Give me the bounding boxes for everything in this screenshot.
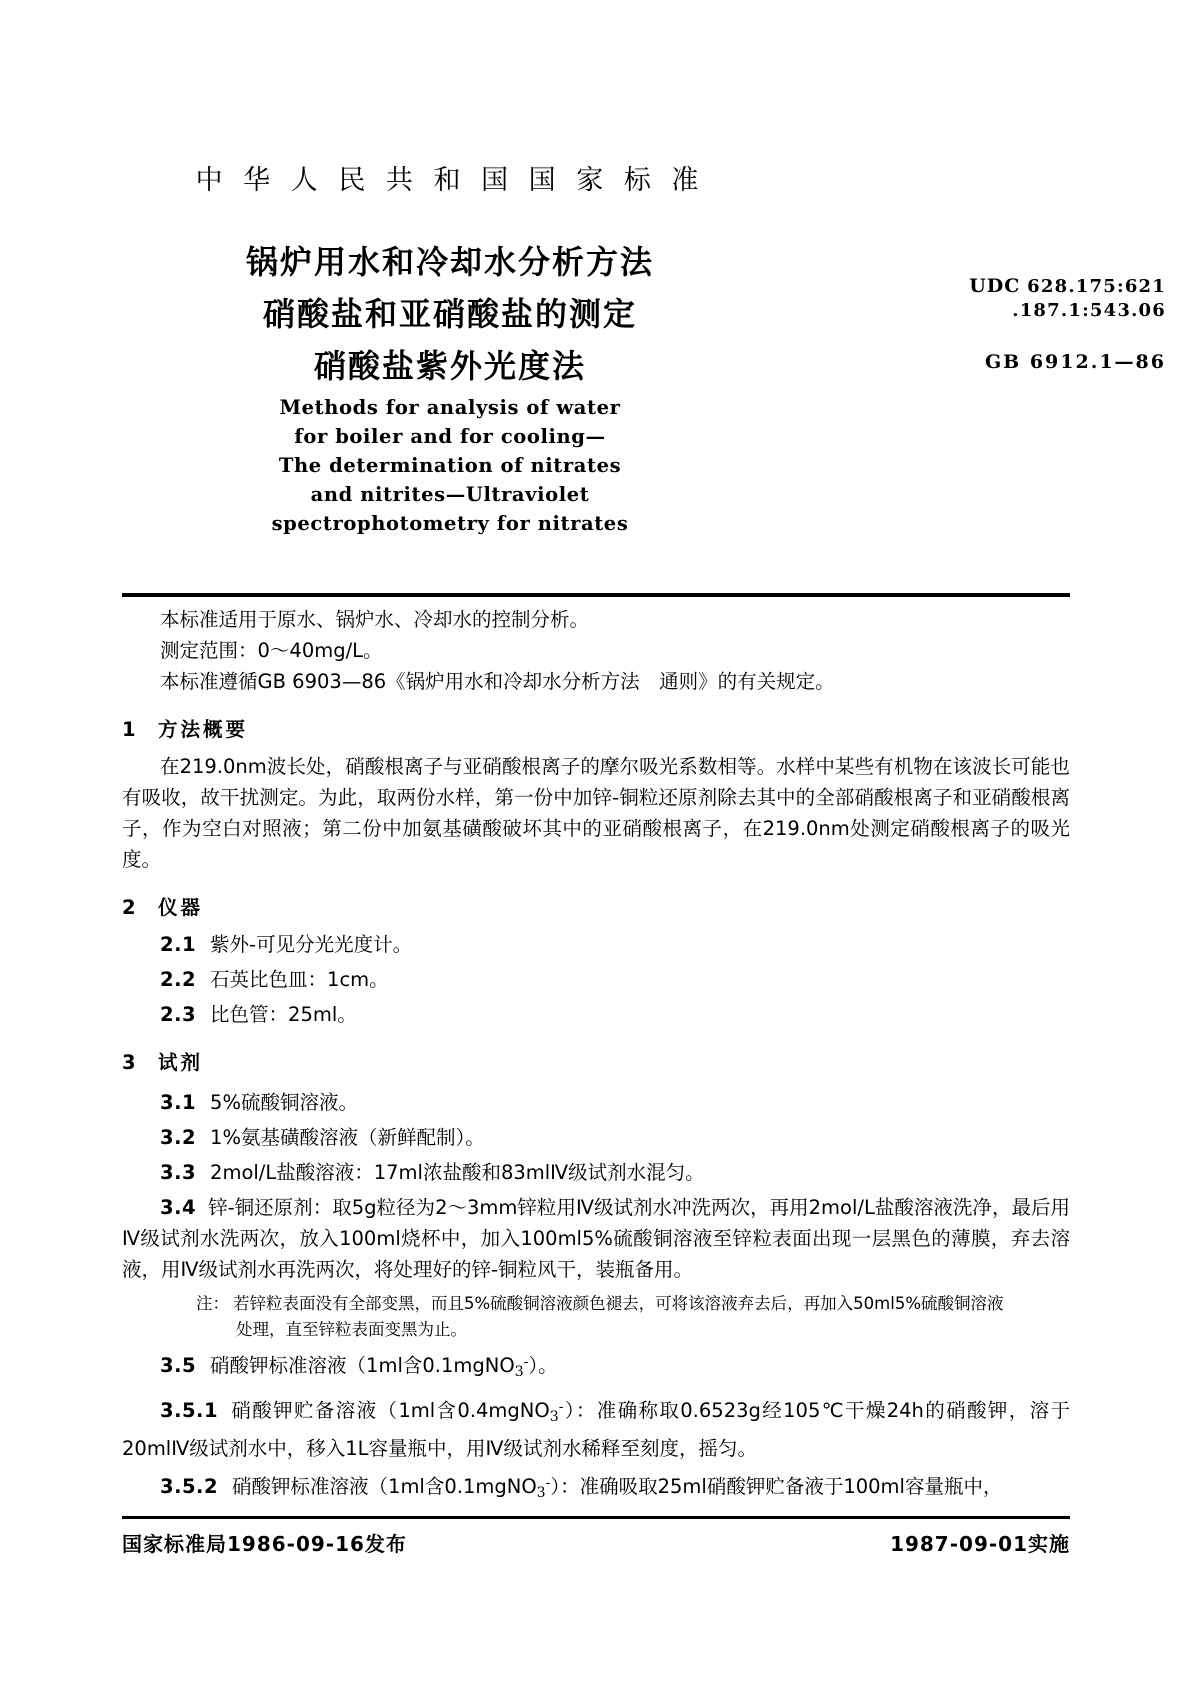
intro-line-1: 本标准适用于原水、锅炉水、冷却水的控制分析。 bbox=[160, 608, 590, 631]
intro-line-2: 测定范围：0～40mg/L。 bbox=[160, 639, 383, 662]
section-number-1: 1 bbox=[122, 718, 137, 741]
section-1-body: 在219.0nm波长处，硝酸根离子与亚硝酸根离子的摩尔吸光系数相等。水样中某些有机物在该波长可能也有吸收，故干扰测定。为此，取两份水样，第一份中加锌-铜粒还原剂除去其中的全部硝酸根离子和亚硝酸根离子，作为空白对照液；第二份中加氨基磺酸破坏其中的亚硝酸根离子，在219.0nm处测定硝酸根离子的吸光度。 bbox=[122, 755, 1070, 871]
udc-number-line-2: .187.1:543.06 bbox=[1012, 300, 1166, 321]
item-3-5-1-superscript: - bbox=[558, 1399, 564, 1416]
title-en-line-2: for boiler and for cooling— bbox=[294, 425, 606, 448]
section-3-4-note bbox=[122, 1291, 1070, 1343]
header-divider bbox=[122, 593, 1070, 597]
note-tag: 注： bbox=[196, 1294, 229, 1313]
item-number-3-5: 3.5 bbox=[160, 1353, 197, 1377]
gb-standard-number: GB 6912.1—86 bbox=[984, 351, 1166, 373]
item-3-5-superscript: - bbox=[523, 1354, 529, 1370]
item-number-3-2: 3.2 bbox=[160, 1126, 197, 1149]
document-title-cn bbox=[0, 238, 900, 394]
item-3-5 bbox=[122, 1347, 1070, 1388]
title-en-line-3: The determination of nitrates bbox=[278, 454, 622, 477]
section-heading-1 bbox=[122, 714, 1070, 745]
item-text-2-1: 紫外-可见分光光度计。 bbox=[210, 933, 413, 956]
item-number-3-5-2: 3.5.2 bbox=[160, 1475, 219, 1499]
item-number-3-4: 3.4 bbox=[160, 1196, 197, 1219]
item-text-3-1: 5%硫酸铜溶液。 bbox=[210, 1091, 358, 1114]
udc-number-line-1: 628.175:621 bbox=[1027, 276, 1166, 297]
footer-issue-date: 国家标准局1986-09-16发布 bbox=[122, 1532, 407, 1556]
section-number-2: 2 bbox=[122, 896, 137, 919]
title-line-1: 锅炉用水和冷却水分析方法 bbox=[245, 243, 654, 281]
item-text-3-4: 锌-铜还原剂：取5g粒径为2～3mm锌粒用Ⅳ级试剂水冲洗两次，再用2mol/L盐酸溶液洗净，最后用Ⅳ级试剂水洗两次，放入100ml烧杯中，加入100ml5%硫酸铜溶液至锌粒表面出现一层黑色的薄膜，弃去溶液，用Ⅳ级试剂水再洗两次，将处理好的锌-铜粒风干，装瓶备用。 bbox=[122, 1196, 1070, 1281]
item-number-2-3: 2.3 bbox=[160, 1003, 197, 1026]
national-standard-header: 中 华 人 民 共 和 国 国 家 标 准 bbox=[195, 165, 705, 196]
item-text-3-3: 2mol/L盐酸溶液：17ml浓盐酸和83mlⅣ级试剂水混匀。 bbox=[210, 1161, 705, 1184]
note-line-2: 处理，直至锌粒表面变黑为止。 bbox=[236, 1320, 467, 1339]
item-2-2 bbox=[122, 964, 1070, 995]
item-3-5-1 bbox=[122, 1392, 1070, 1464]
item-number-3-1: 3.1 bbox=[160, 1091, 197, 1114]
item-text-3-5-2-pre: 硝酸钾标准溶液（1ml含0.1mgNO bbox=[232, 1475, 537, 1499]
document-title-en bbox=[0, 393, 900, 538]
title-en-line-5: spectrophotometry for nitrates bbox=[271, 512, 629, 535]
item-text-3-5-pre: 硝酸钾标准溶液（1ml含0.1mgNO bbox=[210, 1353, 515, 1377]
item-number-2-1: 2.1 bbox=[160, 933, 197, 956]
title-en-line-4: and nitrites—Ultraviolet bbox=[310, 483, 590, 506]
item-number-3-3: 3.3 bbox=[160, 1161, 197, 1184]
title-line-3: 硝酸盐紫外光度法 bbox=[313, 347, 586, 385]
item-2-3 bbox=[122, 999, 1070, 1030]
section-name-2: 仪器 bbox=[158, 896, 204, 919]
item-text-3-2: 1%氨基磺酸溶液（新鲜配制）。 bbox=[210, 1126, 485, 1149]
document-footer bbox=[122, 1528, 1070, 1557]
title-en-line-1: Methods for analysis of water bbox=[279, 396, 621, 419]
item-number-3-5-1: 3.5.1 bbox=[160, 1398, 219, 1422]
udc-code bbox=[969, 274, 1166, 299]
footer-effective-date: 1987-09-01实施 bbox=[890, 1532, 1070, 1556]
item-text-2-3: 比色管：25ml。 bbox=[210, 1003, 357, 1026]
item-3-2 bbox=[122, 1122, 1070, 1153]
document-body bbox=[122, 604, 1070, 1509]
item-3-4 bbox=[122, 1192, 1070, 1285]
item-3-3 bbox=[122, 1157, 1070, 1188]
item-text-3-5-1-pre: 硝酸钾贮备溶液（1ml含0.4mgNO bbox=[230, 1398, 550, 1422]
section-number-3: 3 bbox=[122, 1051, 137, 1074]
section-heading-2 bbox=[122, 892, 1070, 923]
item-3-5-subscript: 3 bbox=[514, 1364, 524, 1381]
footer-divider bbox=[122, 1516, 1070, 1519]
item-text-3-5-2-post: ）：准确吸取25ml硝酸钾贮备液于100ml容量瓶中， bbox=[550, 1475, 1003, 1499]
item-3-1 bbox=[122, 1087, 1070, 1118]
section-name-3: 试剂 bbox=[158, 1051, 204, 1074]
item-3-5-1-subscript: 3 bbox=[549, 1409, 559, 1426]
item-3-5-2 bbox=[122, 1468, 1070, 1509]
item-text-3-5-1-post: ）：准确称取0.6523g经105℃干燥24h的硝酸钾，溶于20mlⅣ级试剂水中，移入1L容量瓶中，用Ⅳ级试剂水稀释至刻度，摇匀。 bbox=[122, 1398, 1070, 1461]
section-name-1: 方法概要 bbox=[158, 718, 249, 741]
item-3-5-2-subscript: 3 bbox=[536, 1485, 546, 1502]
intro-line-3: 本标准遵循GB 6903—86《锅炉用水和冷却水分析方法 通则》的有关规定。 bbox=[160, 670, 835, 693]
item-text-3-5-post: ）。 bbox=[528, 1353, 558, 1377]
section-heading-3 bbox=[122, 1047, 1070, 1078]
standard-codes bbox=[969, 274, 1166, 374]
title-line-2: 硝酸盐和亚硝酸盐的测定 bbox=[262, 295, 637, 333]
note-line-1: 若锌粒表面没有全部变黑，而且5%硫酸铜溶液颜色褪去，可将该溶液弃去后，再加入50ml5%硫酸铜溶液 bbox=[233, 1294, 1004, 1313]
item-3-5-2-superscript: - bbox=[545, 1475, 551, 1492]
item-number-2-2: 2.2 bbox=[160, 968, 197, 991]
item-2-1 bbox=[122, 929, 1070, 960]
item-text-2-2: 石英比色皿：1cm。 bbox=[210, 968, 389, 991]
udc-label: UDC bbox=[969, 275, 1021, 297]
